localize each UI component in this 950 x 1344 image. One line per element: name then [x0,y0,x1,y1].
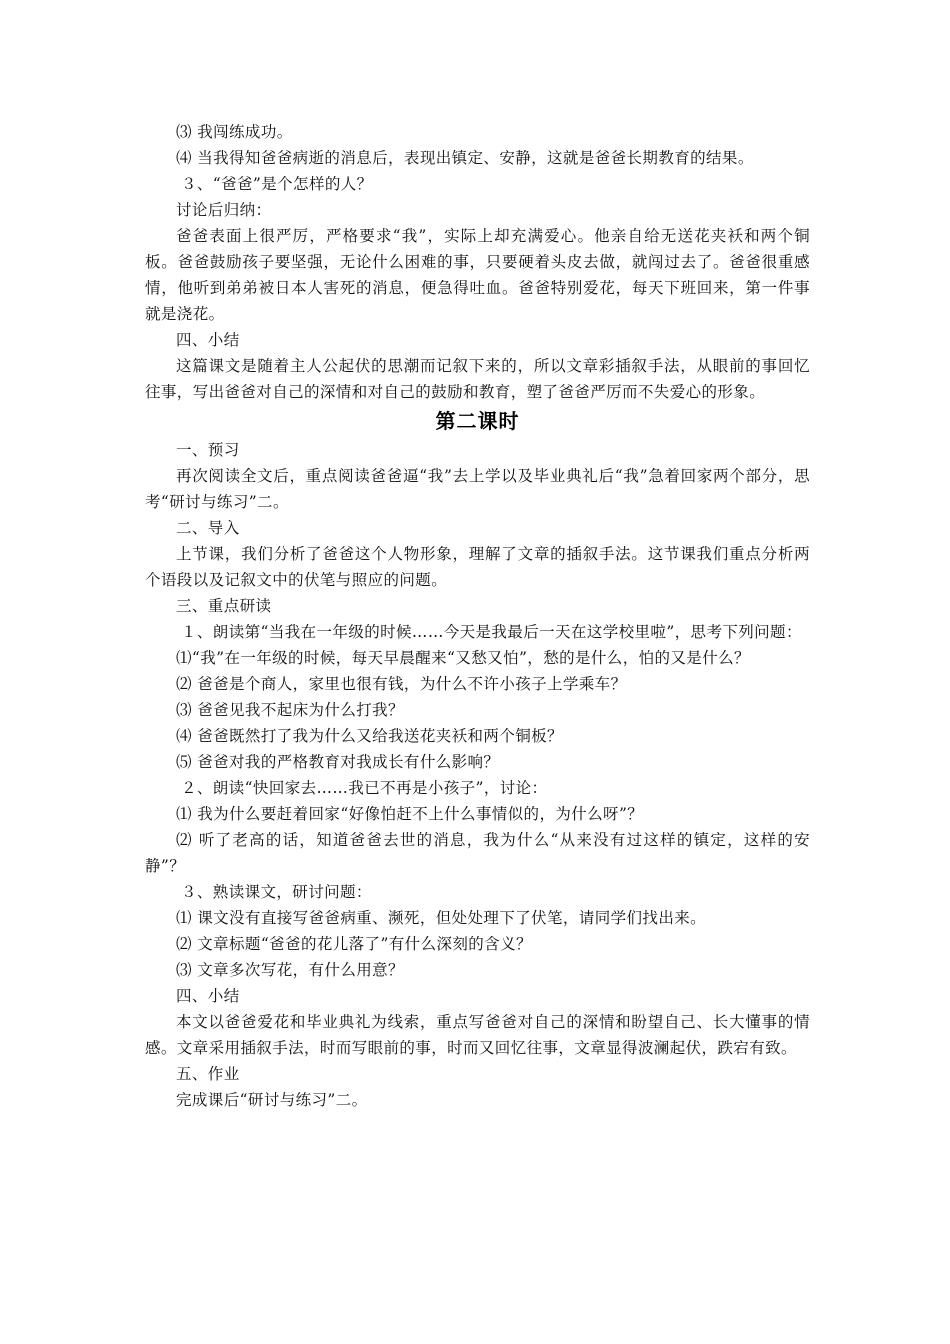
preview-paragraph: 再次阅读全文后，重点阅读爸爸逼“我”去上学以及毕业典礼后“我”急着回家两个部分，思考“研讨与练习”二。 [145,467,810,511]
summary-paragraph-2: 本文以爸爸爱花和毕业典礼为线索，重点写爸爸对自己的深情和盼望自己、长大懂事的情感。文章采用插叙手法，时而写眼前的事，时而又回忆往事，文章显得波澜起伏，跌宕有致。 [145,1013,810,1057]
summary-heading: 四、小结 [176,331,240,349]
question-item: ⑵ 听了老高的话，知道爸爸去世的消息，我为什么“从来没有过这样的镇定，这样的安静”？ [145,831,810,875]
list-item-4: ⑷ 当我得知爸爸病逝的消息后，表现出镇定、安静，这就是爸爸长期教育的结果。 [176,149,754,167]
reading-task-1: １、朗读第“当我在一年级的时候……今天是我最后一天在这学校里啦”，思考下列问题： [181,623,802,641]
intro-heading: 二、导入 [176,519,240,537]
summary-paragraph: 这篇课文是随着主人公起伏的思潮而记叙下来的，所以文章彩插叙手法，从眼前的事回忆往事，写出爸爸对自己的深情和对自己的鼓励和教育，塑了爸爸严厉而不失爱心的形象。 [145,357,810,401]
question-item: ⑶ 爸爸见我不起床为什么打我？ [176,701,404,719]
intro-paragraph: 上节课，我们分析了爸爸这个人物形象，理解了文章的插叙手法。这节课我们重点分析两个语段以及记叙文中的伏笔与照应的问题。 [145,545,810,589]
summary-heading-2: 四、小结 [176,987,240,1005]
question-item: ⑴“我”在一年级的时候，每天早晨醒来“又愁又怕”，愁的是什么，怕的又是什么？ [176,649,750,667]
question-item: ⑸ 爸爸对我的严格教育对我成长有什么影响？ [176,753,500,771]
question-item: ⑴ 我为什么要赶着回家“好像怕赶不上什么事情似的，为什么呀”？ [176,805,644,823]
question-item: ⑵ 文章标题“爸爸的花儿落了”有什么深刻的含义？ [176,935,532,953]
list-item-3: ⑶ 我闯练成功。 [176,123,293,141]
question-item: ⑵ 爸爸是个商人，家里也很有钱，为什么不许小孩子上学乘车？ [176,675,627,693]
homework-heading: 五、作业 [176,1065,240,1083]
question-3-heading: ３、“爸爸”是个怎样的人？ [181,175,373,193]
question-item: ⑶ 文章多次写花，有什么用意？ [176,961,404,979]
question-item: ⑷ 爸爸既然打了我为什么又给我送花夹袄和两个铜板？ [176,727,563,745]
reading-task-3: ３、熟读课文，研讨问题： [181,883,372,901]
discussion-label: 讨论后归纳： [176,201,272,219]
father-description-paragraph: 爸爸表面上很严厉，严格要求“我”，实际上却充满爱心。他亲自给无送花夹袄和两个铜板。爸爸鼓励孩子要坚强，无论什么困难的事，只要硬着头皮去做，就闯过去了。爸爸很重感情，他听到弟弟被日本人害死的消息，便急得吐血。爸爸特别爱花，每天下班回来，第一件事就是浇花。 [145,227,810,323]
reading-task-2: ２、朗读“快回家去……我已不再是小孩子”，讨论： [181,779,548,797]
question-item: ⑴ 课文没有直接写爸爸病重、濒死，但处处理下了伏笔，请同学们找出来。 [176,909,707,927]
key-reading-heading: 三、重点研读 [176,597,272,615]
section-title: 第二课时 [435,409,520,433]
preview-heading: 一、预习 [176,441,240,459]
homework-paragraph: 完成课后“研讨与练习”二。 [176,1091,368,1109]
document-body [145,119,810,1113]
